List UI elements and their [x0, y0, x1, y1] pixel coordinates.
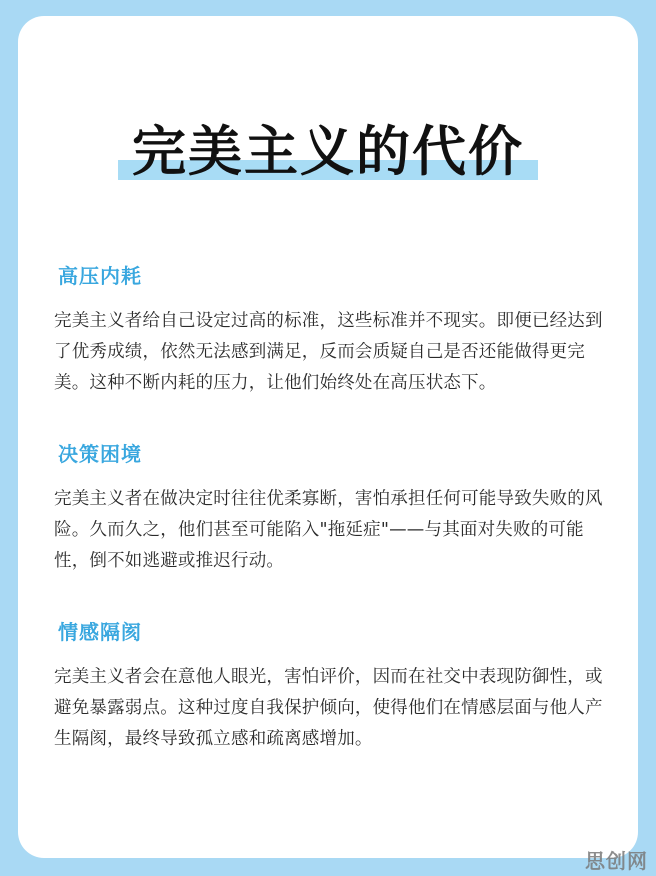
section-decision-dilemma — [54, 440, 614, 577]
section-high-pressure — [54, 262, 614, 399]
page-title: 完美主义的代价 — [132, 120, 524, 183]
section-heading: 决策困境 — [58, 442, 142, 466]
section-heading: 高压内耗 — [58, 264, 142, 288]
content-card — [18, 16, 638, 858]
section-emotional-barrier — [54, 618, 614, 755]
section-body: 完美主义者给自己设定过高的标准，这些标准并不现实。即便已经达到了优秀成绩，依然无法感到满足，反而会质疑自己是否还能做得更完美。这种不断内耗的压力，让他们始终处在高压状态下。 — [54, 311, 603, 393]
section-body: 完美主义者在做决定时往往优柔寡断，害怕承担任何可能导致失败的风险。久而久之，他们甚至可能陷入"拖延症"——与其面对失败的可能性，倒不如逃避或推迟行动。 — [54, 489, 603, 571]
section-body: 完美主义者会在意他人眼光，害怕评价，因而在社交中表现防御性，或避免暴露弱点。这种过度自我保护倾向，使得他们在情感层面与他人产生隔阂，最终导致孤立感和疏离感增加。 — [54, 667, 603, 749]
title-area — [18, 104, 638, 200]
title-container — [132, 104, 524, 200]
watermark-logo: 思创网 — [585, 849, 648, 873]
section-heading: 情感隔阂 — [58, 620, 142, 644]
